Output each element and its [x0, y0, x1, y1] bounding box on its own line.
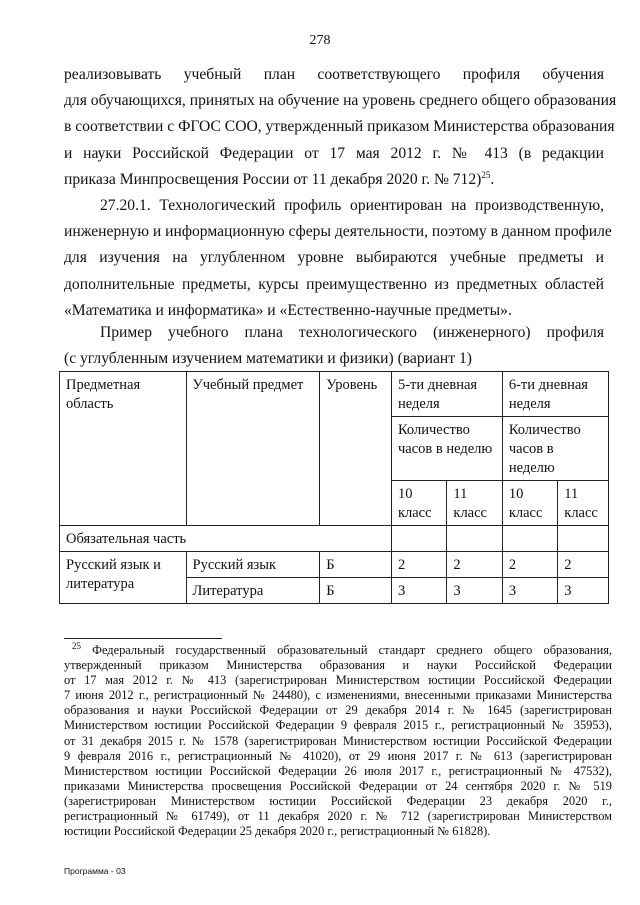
hours-cell: 3 — [447, 578, 502, 604]
footnote-line: 9 февраля 2016 г., регистрационный № 41020), от 29 июня 2017 г. № 613 (зарегистрирован — [64, 748, 612, 763]
table-cell — [502, 526, 557, 552]
header-grade-11: 11 класс — [447, 481, 502, 526]
text-line: дополнительные предметы, курсы преимущественно из предметных областей — [64, 275, 604, 293]
text-line: для изучения на углубленном уровне выбираются учебные предметы и — [64, 249, 604, 267]
text-line: в соответствии с ФГОС СОО, утвержденный приказом Министерства образования — [64, 118, 615, 136]
section-mandatory: Обязательная часть — [60, 526, 392, 552]
footnote-line: образования и науки Российской Федерации от 29 декабря 2014 г. № 1645 (зарегистрирован — [64, 703, 612, 718]
footnote-separator — [64, 638, 222, 639]
footnote-line: от 31 декабря 2015 г. № 1578 (зарегистрирован Министерством юстиции Российской Федерации — [64, 733, 612, 748]
footnote-number: 25 — [72, 640, 81, 651]
header-grade-11: 11 класс — [558, 481, 609, 526]
hours-cell: 3 — [391, 578, 446, 604]
table-cell — [558, 526, 609, 552]
header-hours-per-week: Количество часов в неделю — [391, 417, 502, 481]
text-segment: . — [490, 170, 495, 188]
footnote-line: Министерством юстиции Российской Федерации 9 февраля 2015 г., регистрационный № 35953), — [64, 718, 612, 733]
table-cell — [447, 526, 502, 552]
hours-cell: 2 — [447, 552, 502, 578]
table-caption — [64, 320, 604, 372]
text-line: инженерную и информационную сферы деятельности, поэтому в данном профиле — [64, 223, 612, 241]
header-grade-10: 10 класс — [391, 481, 446, 526]
footnote-reference[interactable]: 25 — [481, 169, 491, 180]
page-footer: Программа - 03 — [64, 866, 126, 876]
header-five-day-week: 5-ти дневная неделя — [391, 372, 502, 417]
footnote-line: юстиции Российской Федерации 25 декабря 2020 г., регистрационный № 61828). — [64, 824, 491, 839]
footnote-line: от 17 мая 2012 г. № 413 (зарегистрирован Министерством юстиции Российской Федерации — [64, 673, 612, 688]
level-cell: Б — [320, 552, 392, 578]
text-line: реализовывать учебный план соответствующего профиля обучения — [64, 66, 604, 83]
table-section-row — [60, 526, 609, 552]
header-grade-10: 10 класс — [502, 481, 557, 526]
subject-area-cell: Русский язык и литература — [60, 552, 187, 604]
footnote — [64, 640, 612, 839]
footnote-line: 7 июня 2012 г., регистрационный № 24480), с изменениями, внесенными приказами Министерства — [64, 688, 612, 703]
curriculum-table — [59, 371, 609, 604]
footnote-line: утвержденный приказом Министерства образования и науки Российской Федерации — [64, 658, 612, 673]
header-six-day-week: 6-ти дневная неделя — [502, 372, 608, 417]
header-level: Уровень — [320, 372, 392, 526]
header-subject: Учебный предмет — [186, 372, 320, 526]
table-cell — [391, 526, 446, 552]
footnote-line: Министерством юстиции Российской Федерации 26 июля 2017 г., регистрационный № 47532), — [64, 763, 612, 778]
text-line: 27.20.1. Технологический профиль ориентирован на производственную, — [100, 197, 604, 214]
level-cell: Б — [320, 578, 392, 604]
text-line: «Математика и информатика» и «Естественно-научные предметы». — [64, 301, 512, 319]
footnote-line: (зарегистрирован Министерством юстиции Российской Федерации 23 декабря 2020 г., — [64, 793, 612, 808]
hours-cell: 2 — [502, 552, 557, 578]
text-line: (с углубленным изучением математики и физики) (вариант 1) — [64, 350, 472, 368]
hours-cell: 2 — [558, 552, 609, 578]
footnote-line: регистрационный № 61749), от 11 декабря 2020 г. № 712 (зарегистрирован Министерством — [64, 809, 612, 824]
paragraph-technological-profile — [64, 193, 612, 324]
table-row — [60, 552, 609, 578]
text-segment: приказа Минпросвещения России от 11 декабря 2020 г. № 712) — [64, 170, 482, 188]
page-number: 278 — [309, 33, 331, 48]
footnote-line: приказами Министерства просвещения Российской Федерации от 24 сентября 2020 г. № 519 — [64, 778, 612, 793]
hours-cell: 3 — [502, 578, 557, 604]
subject-cell: Русский язык — [186, 552, 320, 578]
footnote-line — [64, 640, 612, 658]
text-line: для обучающихся, принятых на обучение на уровень среднего общего образования — [64, 92, 617, 110]
text-line — [64, 167, 604, 193]
paragraph-intro — [64, 62, 617, 193]
table-header-row — [60, 372, 609, 417]
subject-cell: Литература — [186, 578, 320, 604]
text-line: и науки Российской Федерации от 17 мая 2012 г. № 413 (в редакции — [64, 144, 604, 162]
text-line: Пример учебного плана технологического (инженерного) профиля — [100, 324, 604, 341]
hours-cell: 2 — [391, 552, 446, 578]
hours-cell: 3 — [558, 578, 609, 604]
header-subject-area: Предметная область — [60, 372, 187, 526]
text-segment: Федеральный государственный образовательный стандарт среднего общего образования, — [92, 643, 612, 657]
header-hours-per-week: Количество часов в неделю — [502, 417, 608, 481]
